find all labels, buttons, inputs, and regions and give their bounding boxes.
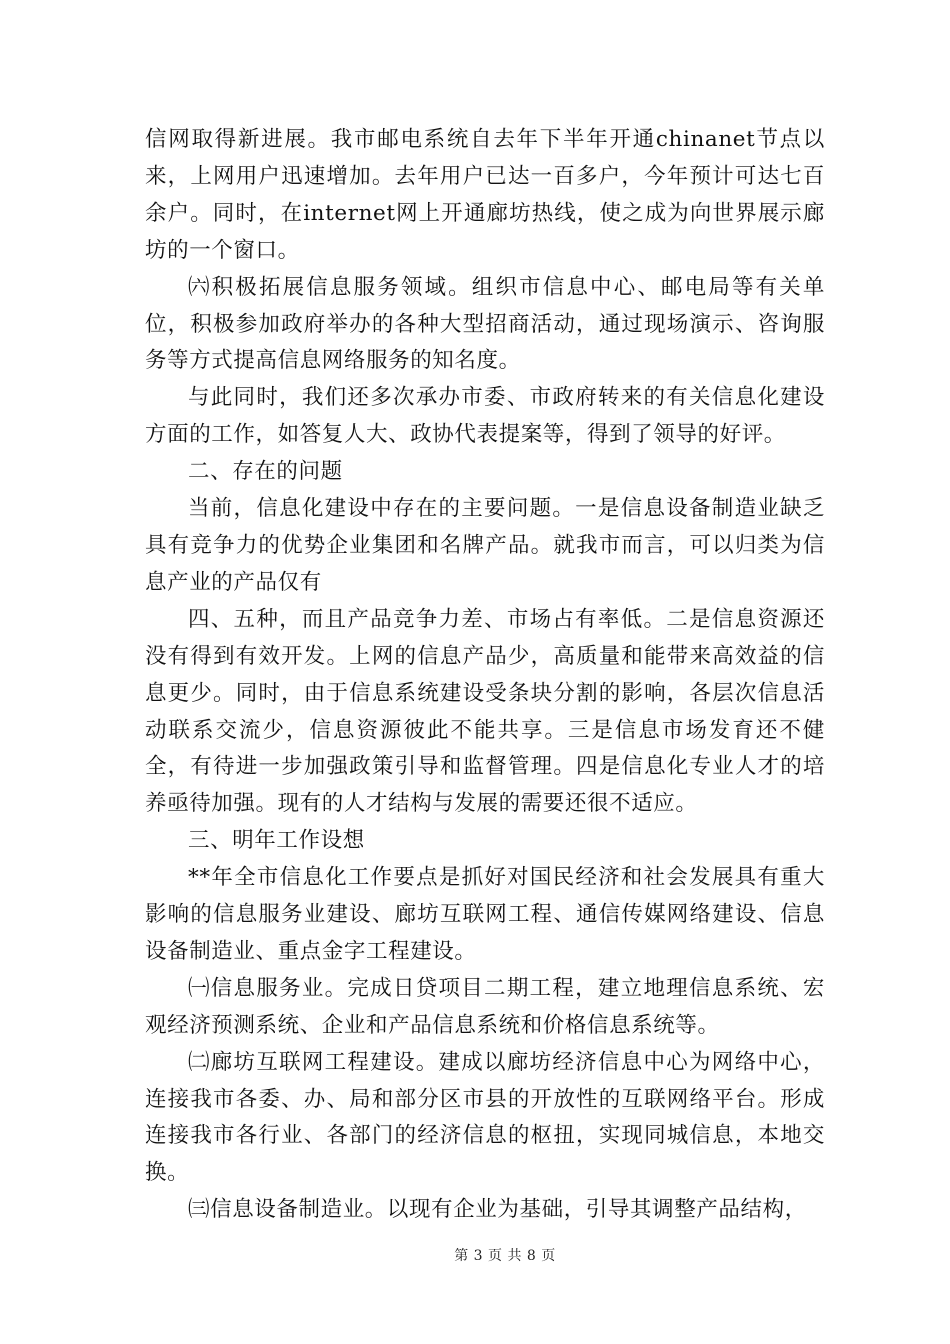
paragraph-5: 当前，信息化建设中存在的主要问题。一是信息设备制造业缺乏具有竞争力的优势企业集团和名牌产品。就我市而言，可以归类为信息产业的产品仅有 xyxy=(145,496,825,595)
document-body xyxy=(145,122,825,1229)
paragraph-10: ㈡廊坊互联网工程建设。建成以廊坊经济信息中心为网络中心，连接我市各委、办、局和部分区市县的开放性的互联网络平台。形成连接我市各行业、各部门的经济信息的枢扭，实现同城信息，本地交换。 xyxy=(145,1049,825,1186)
paragraph-1: 信网取得新进展。我市邮电系统自去年下半年开通chinanet节点以来，上网用户迅速增加。去年用户已达一百多户，今年预计可达七百余户。同时，在internet网上开通廊坊热线，使之成为向世界展示廊坊的一个窗口。 xyxy=(145,127,825,263)
paragraph-2: ㈥积极拓展信息服务领域。组织市信息中心、邮电局等有关单位，积极参加政府举办的各种大型招商活动，通过现场演示、咨询服务等方式提高信息网络服务的知名度。 xyxy=(145,274,825,374)
paragraph-3: 与此同时，我们还多次承办市委、市政府转来的有关信息化建设方面的工作，如答复人大、政协代表提案等，得到了领导的好评。 xyxy=(145,385,825,448)
paragraph-9: ㈠信息服务业。完成日贷项目二期工程，建立地理信息系统、宏观经济预测系统、企业和产品信息系统和价格信息系统等。 xyxy=(145,975,825,1038)
section-heading-next-year: 三、明年工作设想 xyxy=(188,828,365,854)
paragraph-11: ㈢信息设备制造业。以现有企业为基础，引导其调整产品结构， xyxy=(188,1197,807,1223)
paragraph-8: **年全市信息化工作要点是抓好对国民经济和社会发展具有重大影响的信息服务业建设、廊坊互联网工程、通信传媒网络建设、信息设备制造业、重点金字工程建设。 xyxy=(145,865,825,964)
section-heading-problems: 二、存在的问题 xyxy=(188,459,343,485)
paragraph-6: 四、五种，而且产品竞争力差、市场占有率低。二是信息资源还没有得到有效开发。上网的信息产品少，高质量和能带来高效益的信息更少。同时，由于信息系统建设受条块分割的影响，各层次信息活动联系交流少，信息资源彼此不能共享。三是信息市场发育还不健全，有待进一步加强政策引导和监督管理。四是信息化专业人才的培养亟待加强。现有的人才结构与发展的需要还很不适应。 xyxy=(145,606,825,817)
page-number-footer: 第 3 页 共 8 页 xyxy=(454,1248,556,1264)
